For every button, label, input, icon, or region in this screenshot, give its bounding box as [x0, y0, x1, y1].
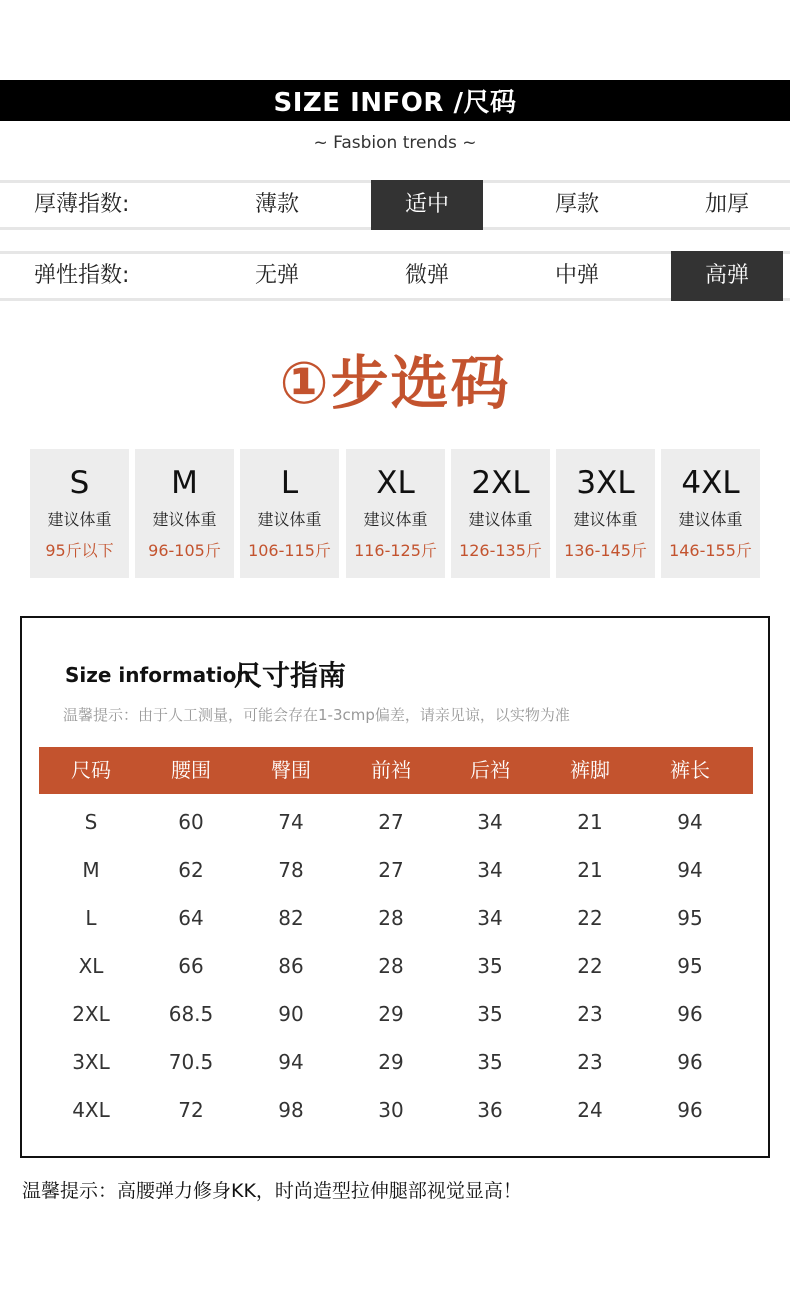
table-cell: 28: [378, 906, 404, 930]
table-cell: 98: [278, 1098, 304, 1122]
table-cell: 23: [577, 1050, 603, 1074]
thickness-index-row: [0, 180, 790, 230]
size-card-size: 2XL: [471, 465, 530, 501]
table-cell: 94: [677, 810, 703, 834]
column-header-length: 裤长: [670, 758, 710, 782]
size-card-weight: 96-105斤: [148, 541, 221, 560]
size-card-weight: 116-125斤: [354, 541, 437, 560]
table-cell: 94: [677, 858, 703, 882]
size-card-weight: 146-155斤: [669, 541, 752, 560]
size-card-4xl[interactable]: [661, 449, 760, 578]
table-cell: 64: [178, 906, 204, 930]
thickness-option-thick[interactable]: 厚款: [554, 192, 599, 217]
footer-tip: 温馨提示：高腰弹力修身KK，时尚造型拉伸腿部视觉显高！: [22, 1180, 522, 1202]
size-card-size: S: [69, 465, 90, 501]
table-cell: 3XL: [72, 1050, 110, 1074]
table-cell: 74: [278, 810, 304, 834]
size-card-weight: 136-145斤: [564, 541, 647, 560]
table-cell: 95: [677, 906, 703, 930]
table-cell: 72: [178, 1098, 204, 1122]
size-card-label: 建议体重: [363, 510, 428, 529]
size-card-m[interactable]: [135, 449, 234, 578]
table-cell: 29: [378, 1002, 404, 1026]
table-cell: 35: [477, 1050, 503, 1074]
table-row: [39, 846, 753, 894]
table-cell: 82: [278, 906, 304, 930]
size-information-panel: [20, 616, 770, 1158]
table-cell: 78: [278, 858, 304, 882]
size-card-label: 建议体重: [468, 510, 533, 529]
table-cell: 34: [477, 858, 503, 882]
table-row: [39, 894, 753, 942]
size-card-label: 建议体重: [47, 510, 112, 529]
table-cell: 22: [577, 906, 603, 930]
table-cell: 34: [477, 906, 503, 930]
column-header-leg-opening: 裤脚: [570, 758, 610, 782]
size-card-weight: 106-115斤: [248, 541, 331, 560]
table-cell: 68.5: [168, 1002, 214, 1026]
column-header-back-rise: 后裆: [470, 758, 510, 782]
table-cell: 90: [278, 1002, 304, 1026]
thickness-label: 厚薄指数:: [34, 192, 130, 217]
elasticity-option-slight[interactable]: 微弹: [404, 263, 449, 288]
elasticity-label: 弹性指数:: [34, 263, 130, 288]
size-card-size: M: [171, 465, 198, 501]
elasticity-index-row: [0, 251, 790, 301]
thickness-option-extra-thick[interactable]: 加厚: [704, 192, 749, 217]
size-card-size: 4XL: [681, 465, 740, 501]
size-card-size: 3XL: [576, 465, 635, 501]
size-card-s[interactable]: [30, 449, 129, 578]
step-title: ①步选码: [279, 349, 511, 417]
page-title: SIZE INFOR /尺码: [273, 88, 517, 118]
elasticity-option-none[interactable]: 无弹: [254, 263, 299, 288]
size-card-label: 建议体重: [678, 510, 743, 529]
table-row: [39, 798, 753, 846]
table-cell: S: [84, 810, 98, 834]
size-table-header: [39, 747, 753, 794]
table-cell: M: [82, 858, 100, 882]
thickness-option-medium[interactable]: 适中: [371, 180, 483, 230]
size-card-label: 建议体重: [257, 510, 322, 529]
table-cell: 29: [378, 1050, 404, 1074]
size-card-weight: 95斤以下: [45, 541, 114, 560]
size-card-2xl[interactable]: [451, 449, 550, 578]
elasticity-option-high[interactable]: 高弹: [671, 251, 783, 301]
header-bar: [0, 80, 790, 121]
table-cell: 95: [677, 954, 703, 978]
table-row: [39, 1086, 753, 1134]
table-cell: 23: [577, 1002, 603, 1026]
column-header-size: 尺码: [71, 758, 111, 782]
table-cell: 96: [677, 1098, 703, 1122]
table-cell: 35: [477, 954, 503, 978]
size-card-size: L: [280, 465, 299, 501]
table-cell: 21: [577, 858, 603, 882]
column-header-front-rise: 前裆: [371, 758, 411, 782]
table-cell: 62: [178, 858, 204, 882]
table-cell: L: [85, 906, 97, 930]
size-card-label: 建议体重: [152, 510, 217, 529]
table-cell: 35: [477, 1002, 503, 1026]
table-row: [39, 990, 753, 1038]
size-card-l[interactable]: [240, 449, 339, 578]
table-cell: 96: [677, 1050, 703, 1074]
column-header-hip: 臀围: [271, 758, 311, 782]
table-cell: 86: [278, 954, 304, 978]
table-cell: 22: [577, 954, 603, 978]
subtitle: ~ Fasbion trends ~: [313, 133, 477, 153]
table-cell: 27: [378, 858, 404, 882]
size-info-title-cn: 尺寸指南: [234, 659, 347, 692]
size-card-size: XL: [376, 465, 415, 501]
table-row: [39, 1038, 753, 1086]
size-card-xl[interactable]: [346, 449, 445, 578]
thickness-option-thin[interactable]: 薄款: [254, 192, 299, 217]
table-cell: 2XL: [72, 1002, 110, 1026]
table-cell: 66: [178, 954, 204, 978]
table-cell: 60: [178, 810, 204, 834]
size-card-label: 建议体重: [573, 510, 638, 529]
table-cell: 30: [378, 1098, 404, 1122]
size-card-3xl[interactable]: [556, 449, 655, 578]
size-info-title-en: Size information: [65, 663, 251, 687]
table-cell: 34: [477, 810, 503, 834]
size-info-note: 温馨提示：由于人工测量，可能会存在1-3cmp偏差，请亲见谅，以实物为准: [63, 706, 570, 724]
table-cell: 27: [378, 810, 404, 834]
table-row: [39, 942, 753, 990]
table-cell: XL: [78, 954, 104, 978]
table-cell: 24: [577, 1098, 603, 1122]
column-header-waist: 腰围: [171, 758, 211, 782]
table-cell: 21: [577, 810, 603, 834]
table-cell: 94: [278, 1050, 304, 1074]
table-cell: 28: [378, 954, 404, 978]
table-cell: 36: [477, 1098, 503, 1122]
table-cell: 70.5: [168, 1050, 214, 1074]
table-cell: 4XL: [72, 1098, 110, 1122]
size-card-weight: 126-135斤: [459, 541, 542, 560]
elasticity-option-medium[interactable]: 中弹: [554, 263, 599, 288]
table-cell: 96: [677, 1002, 703, 1026]
